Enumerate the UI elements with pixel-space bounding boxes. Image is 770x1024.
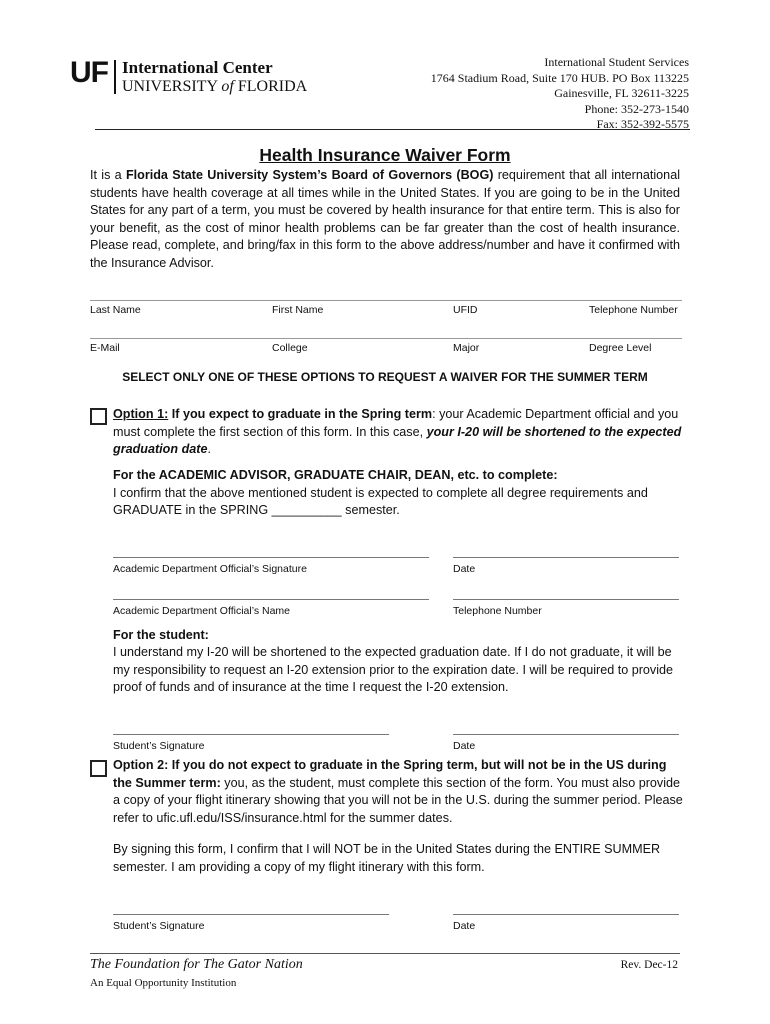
footer-rule: [90, 953, 680, 954]
official-date-line[interactable]: [453, 557, 679, 558]
official-date-label: Date: [453, 563, 476, 575]
official-phone-label: Telephone Number: [453, 605, 542, 617]
address-street: 1764 Stadium Road, Suite 170 HUB. PO Box 113225: [430, 70, 689, 85]
revision-label: Rev. Dec-12: [620, 959, 678, 971]
official-name-label: Academic Department Official’s Name: [113, 605, 291, 617]
ufid-label: UFID: [453, 304, 478, 316]
address-phone: Phone: 352-273-1540: [584, 101, 689, 116]
intro-paragraph: It is a Florida State University System’s Board of Governors (BOG) requirement that all international students have health coverage at all times while in the United States. If you are going to be in the United States for any part of a term, you must be covered by health insurance for that entire term. This is also for your benefit, as the cost of minor health problems can be far greater than the cost of health insurance. Please read, complete, and bring/fax in this form to the above address/number and have it confirmed with the Insurance Advisor.: [90, 168, 680, 270]
option1-student-date-line[interactable]: [453, 734, 679, 735]
option1-description: Option 1: If you expect to graduate in the Spring term: your Academic Department official and you must complete the first section of this form. In this case, your I-20 will be shortened to the expected graduation date.: [113, 407, 682, 457]
option2-checkbox[interactable]: [90, 760, 107, 777]
advisor-confirm-line2: GRADUATE in the SPRING __________ semester.: [113, 503, 400, 517]
option1-checkbox[interactable]: [90, 408, 107, 425]
official-signature-label: Academic Department Official’s Signature: [113, 563, 307, 575]
option2-student-date-label: Date: [453, 920, 476, 932]
degree-level-label: Degree Level: [589, 342, 652, 354]
address-block: [431, 55, 689, 133]
option1-student-signature-line[interactable]: [113, 734, 389, 735]
option2-student-date-line[interactable]: [453, 914, 679, 915]
logo-line-international-center: International Center: [122, 58, 273, 77]
header-rule: [95, 129, 690, 130]
official-signature-line[interactable]: [113, 557, 429, 558]
uf-logo-mark: UF: [70, 56, 108, 89]
footer-tagline: The Foundation for The Gator Nation: [90, 957, 303, 972]
advisor-confirm-line1: I confirm that the above mentioned student is expected to complete all degree requirements and: [113, 486, 648, 500]
row1-field-line[interactable]: [90, 300, 682, 301]
row2-field-line[interactable]: [90, 338, 682, 339]
last-name-label: Last Name: [90, 304, 141, 316]
telephone-number-label: Telephone Number: [589, 304, 678, 316]
address-fax: Fax: 352-392-5575: [596, 117, 689, 131]
option2-description: Option 2: If you do not expect to graduate in the Spring term, but will not be in the US during the Summer term: you, as the student, must complete this section of the form. You must also provide a copy of your flight itinerary showing that you will not be in the U.S. during the summer period. Please refer to ufic.ufl.edu/ISS/insurance.html for the summer dates.: [113, 758, 683, 825]
official-phone-line[interactable]: [453, 599, 679, 600]
option2-student-signature-label: Student’s Signature: [113, 920, 205, 932]
select-option-heading: SELECT ONLY ONE OF THESE OPTIONS TO REQUEST A WAIVER FOR THE SUMMER TERM: [122, 370, 648, 384]
student-statement: I understand my I-20 will be shortened to the expected graduation date. If I do not graduate, it will be my responsibility to request an I-20 extension prior to the expiration date. I will be required to provide proof of funds and of insurance at the time I request the I-20 extension.: [113, 645, 674, 695]
first-name-label: First Name: [272, 304, 324, 316]
official-name-line[interactable]: [113, 599, 429, 600]
logo-line-university: UNIVERSITY of FLORIDA: [122, 78, 308, 95]
college-label: College: [272, 342, 308, 354]
address-office: International Student Services: [544, 55, 689, 69]
option2-student-signature-line[interactable]: [113, 914, 389, 915]
logo-divider: [114, 60, 116, 94]
option2-confirmation: By signing this form, I confirm that I will NOT be in the United States during the ENTIRE SUMMER semester. I am providing a copy of my flight itinerary with this form.: [113, 842, 661, 874]
option1-student-date-label: Date: [453, 740, 476, 752]
major-label: Major: [453, 342, 480, 354]
student-heading: For the student:: [113, 628, 209, 642]
advisor-heading: For the ACADEMIC ADVISOR, GRADUATE CHAIR, DEAN, etc. to complete:: [113, 468, 558, 482]
option1-student-signature-label: Student’s Signature: [113, 740, 205, 752]
email-label: E-Mail: [90, 342, 120, 354]
form-title: Health Insurance Waiver Form: [259, 145, 511, 165]
equal-opportunity-label: An Equal Opportunity Institution: [90, 977, 237, 989]
address-city: Gainesville, FL 32611-3225: [554, 86, 689, 100]
